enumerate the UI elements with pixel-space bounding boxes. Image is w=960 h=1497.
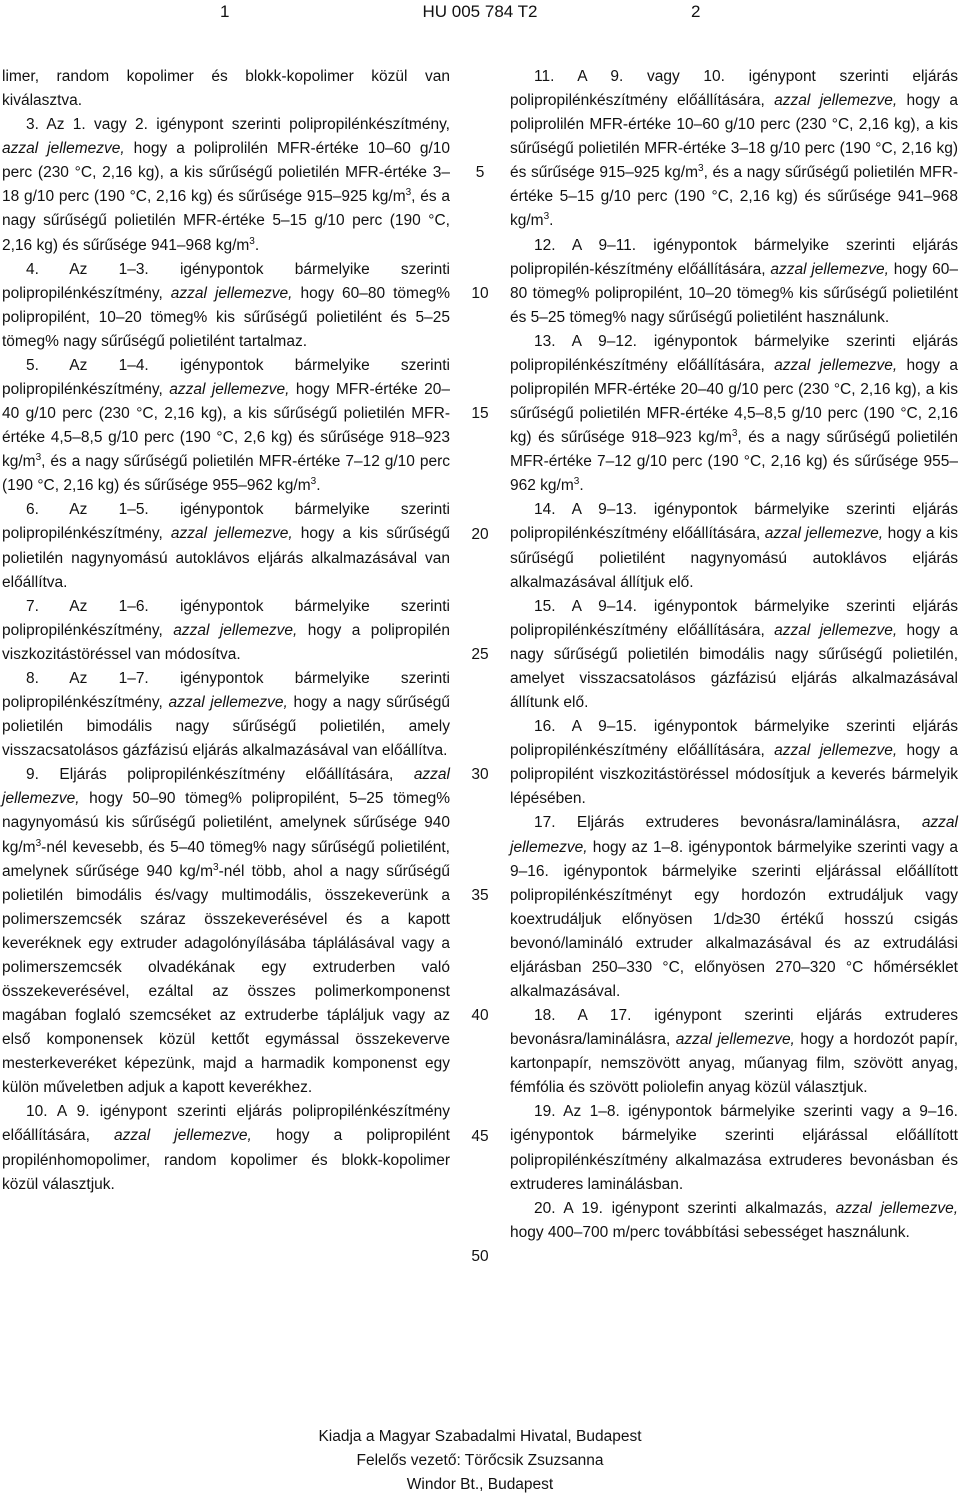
right-column (510, 65, 958, 1245)
claim-paragraph: 8. Az 1–7. igénypontok bármelyike szerinti polipropilénkészítmény, azzal jellemezve, hogy a nagy sűrűségű polietilén bimodális nagy sűrűségű polietilén, amely visszacsatolásos gázfázisú eljárás alkalmazásával van előállítva. (2, 669, 450, 760)
characterizing-phrase: azzal jellemezve, (169, 381, 290, 399)
page-number-left: 1 (220, 2, 230, 21)
claim-paragraph: 19. Az 1–8. igénypontok bármelyike szerinti vagy a 9–16. igénypontok bármelyike szerinti eljárással előállított polipropilénkészítmény alkalmazása extruderes bevonásban és extruderes laminálásban. (510, 1103, 958, 1193)
line-number: 45 (471, 1127, 489, 1145)
page-number-right: 2 (691, 2, 701, 21)
line-number: 20 (471, 525, 489, 543)
claim-paragraph: 6. Az 1–5. igénypontok bármelyike szerinti polipropilénkészítmény, azzal jellemezve, hogy a kis sűrűségű polietilén nagynyomású autoklávos eljárás alkalmazásával van előállítva. (2, 501, 450, 591)
claim-paragraph: 10. A 9. igénypont szerinti eljárás polipropilénkészítmény előállítására, azzal jellemezve, hogy a polipropilént propilénhomopolimer, random kopolimer és blokk-kopolimer közül választjuk. (2, 1103, 450, 1193)
claim-paragraph: 16. A 9–15. igénypontok bármelyike szerinti eljárás polipropilénkészítmény előállítására, azzal jellemezve, hogy a polipropilént viszkozitástöréssel módosítjuk a keverés bármelyik lépésében. (510, 718, 958, 808)
claim-paragraph: 5. Az 1–4. igénypontok bármelyike szerinti polipropilénkészítmény, azzal jellemezve, hogy MFR-értéke 20–40 g/10 perc (230 °C, 2,16 kg), a kis sűrűségű polietilén MFR-értéke 4,5–8,5 g/10 perc (190 °C, 2,6 kg) és sűrűsége 918–923 $kg/m^3$, és a nagy sűrűségű polietilén MFR-értéke 7–12 g/10 perc (190 °C, 2,16 kg) és sűrűsége 955–962 $kg/m^3$. (2, 356, 450, 495)
characterizing-phrase: azzal jellemezve, (835, 1199, 958, 1217)
claim-paragraph: 12. A 9–11. igénypontok bármelyike szerinti eljárás polipropilén-készítmény előállítására, azzal jellemezve, hogy 60–80 tömeg% polipropilént, 10–20 tömeg% kis sűrűségű polietilént és 5–25 tömeg% nagy sűrűségű polietilént használunk. (510, 236, 958, 326)
characterizing-phrase: azzal jellemezve, (168, 694, 288, 712)
line-number: 15 (471, 405, 489, 423)
line-number: 40 (471, 1007, 489, 1025)
line-number: 30 (471, 766, 489, 784)
continuation-text: limer, random kopolimer és blokk-kopolimer közül van kiválasztva. (2, 68, 450, 110)
claim-paragraph: 20. A 19. igénypont szerinti alkalmazás, azzal jellemezve, hogy 400–700 m/perc továbbítási sebességet használunk. (510, 1199, 958, 1241)
characterizing-phrase: azzal jellemezve, (2, 140, 125, 158)
footer-publisher: Kiadja a Magyar Szabadalmi Hivatal, Budapest (318, 1428, 642, 1445)
characterizing-phrase: azzal jellemezve, (774, 621, 898, 639)
characterizing-phrase: azzal jellemezve, (774, 92, 898, 110)
claim-paragraph: 7. Az 1–6. igénypontok bármelyike szerinti polipropilénkészítmény, azzal jellemezve, hogy a polipropilén viszkozitástöréssel van módosítva. (2, 597, 450, 663)
claim-paragraph: 3. Az 1. vagy 2. igénypont szerinti polipropilénkészítmény, azzal jellemezve, hogy a poliprolilén MFR-értéke 10–60 g/10 perc (230 °C, 2,16 kg), a kis sűrűségű polietilén MFR-értéke 3–18 g/10 perc (190 °C, 2,16 kg) és sűrűsége 915–925 $kg/m^3$, és a nagy sűrűségű polietilén MFR-értéke 5–15 g/10 perc (190 °C, 2,16 kg) és sűrűsége 941–968 $kg/m^3$. (2, 116, 450, 254)
characterizing-phrase: azzal jellemezve, (510, 814, 958, 856)
footer-editor: Felelős vezető: Törőcsik Zsuzsanna (356, 1452, 604, 1469)
characterizing-phrase: azzal jellemezve, (770, 260, 889, 278)
characterizing-phrase: azzal jellemezve, (774, 356, 898, 374)
line-number: 5 (475, 164, 485, 182)
line-number: 35 (471, 886, 489, 904)
document-number: HU 005 784 T2 (422, 2, 538, 21)
claim-paragraph: 15. A 9–14. igénypontok bármelyike szerinti eljárás polipropilénkészítmény előállítására, azzal jellemezve, hogy a nagy sűrűségű polietilén bimodális nagy sűrűségű polietilén, amelyet visszacsatolásos gázfázisú eljárás alkalmazásával állítunk elő. (510, 597, 958, 712)
claim-paragraph: 17. Eljárás extruderes bevonásra/laminálásra, azzal jellemezve, hogy az 1–8. igénypontok bármelyike szerinti vagy a 9–16. igénypontok bármelyike szerinti eljárással előállított polipropilénkészítményt egy hordozón extrudáljuk vagy koextrudáljuk előnyösen 1/d≥30 értékű hosszú csigás bevonó/lamináló extruder alkalmazásával és az extrudálási eljárásban 250–330 °C, előnyösen 270–320 °C hőmérséklet alkalmazásával. (510, 814, 958, 1000)
characterizing-phrase: azzal jellemezve, (173, 621, 298, 639)
characterizing-phrase: azzal jellemezve, (774, 742, 898, 760)
characterizing-phrase: azzal jellemezve, (764, 525, 884, 543)
claim-paragraph: 14. A 9–13. igénypontok bármelyike szerinti eljárás polipropilénkészítmény előállítására, azzal jellemezve, hogy a kis sűrűségű polietilént nagynyomású autoklávos eljárás alkalmazásával állítjuk elő. (510, 501, 958, 591)
claim-paragraph: 9. Eljárás polipropilénkészítmény előállítására, azzal jellemezve, hogy 50–90 tömeg% polipropilént, 5–25 tömeg% nagynyomású kis sűrűségű polietilént, amelynek sűrűsége 940 $kg/m^3$-nél kevesebb, és 5–40 tömeg% nagy sűrűségű polietilént, amelynek sűrűsége 940 $kg/m^3$-nél több, ahol a nagy sűrűségű polietilén bimodális és/vagy multimodális, összekeverünk a polimerszemcsék száraz összekeverésével és a kapott keveréknek egy extruder adagolónyílásába táplálásával vagy a polimerszemcsék olvadékának egy extruderben való összekeverésével, ezáltal az összes polimerkomponenst magában foglaló szemcséket az extruderbe tápláljuk vagy az első komponensek közül kettőt egymással összekeverve mesterkeveréket képezünk, majd a harmadik komponenst egy külön műveletben adjuk a kapott keverékhez. (2, 766, 451, 1097)
line-number: 25 (471, 645, 489, 663)
line-number: 10 (471, 284, 489, 302)
footer-printer: Windor Bt., Budapest (406, 1476, 554, 1493)
left-column (2, 65, 450, 1197)
claim-paragraph: 13. A 9–12. igénypontok bármelyike szerinti eljárás polipropilénkészítmény előállítására, azzal jellemezve, hogy a polipropilén MFR-értéke 20–40 g/10 perc (230 °C, 2,16 kg), a kis sűrűségű polietilén MFR-értéke 4,5–8,5 g/10 perc (190 °C, 2,16 kg) és sűrűsége 918–923 $kg/m^3$, és a nagy sűrűségű polietilén MFR-értéke 7–12 g/10 perc (190 °C, 2,16 kg) és sűrűsége 955–962 $kg/m^3$. (510, 332, 958, 495)
characterizing-phrase: azzal jellemezve, (170, 525, 293, 543)
claim-paragraph: 18. A 17. igénypont szerinti eljárás extruderes bevonásra/laminálásra, azzal jellemezve, hogy a hordozót papír, kartonpapír, nemszövött anyag, műanyag film, szövött anyag, fémfólia és szövött poliolefin anyag közül választjuk. (510, 1007, 958, 1097)
characterizing-phrase: azzal jellemezve, (170, 284, 293, 302)
footer (0, 1425, 960, 1497)
claim-paragraph: 4. Az 1–3. igénypontok bármelyike szerinti polipropilénkészítmény, azzal jellemezve, hogy 60–80 tömeg% polipropilént, 10–20 tömeg% kis sűrűségű polietilént és 5–25 tömeg% nagy sűrűségű polietilént tartalmaz. (2, 260, 450, 350)
characterizing-phrase: azzal jellemezve, (114, 1127, 252, 1145)
line-number: 50 (471, 1247, 489, 1265)
claim-paragraph: 11. A 9. vagy 10. igénypont szerinti eljárás polipropilénkészítmény előállítására, azzal jellemezve, hogy a poliprolilén MFR-értéke 10–60 g/10 perc (230 °C, 2,16 kg), a kis sűrűségű polietilén MFR-értéke 3–18 g/10 perc (190 °C, 2,16 kg) és sűrűsége 915–925 $kg/m^3$, és a nagy sűrűségű polietilén MFR-értéke 5–15 g/10 perc (190 °C, 2,16 kg) és sűrűsége 941–968 $kg/m^3$. (510, 68, 959, 230)
characterizing-phrase: azzal jellemezve, (2, 766, 450, 808)
characterizing-phrase: azzal jellemezve, (675, 1031, 795, 1049)
